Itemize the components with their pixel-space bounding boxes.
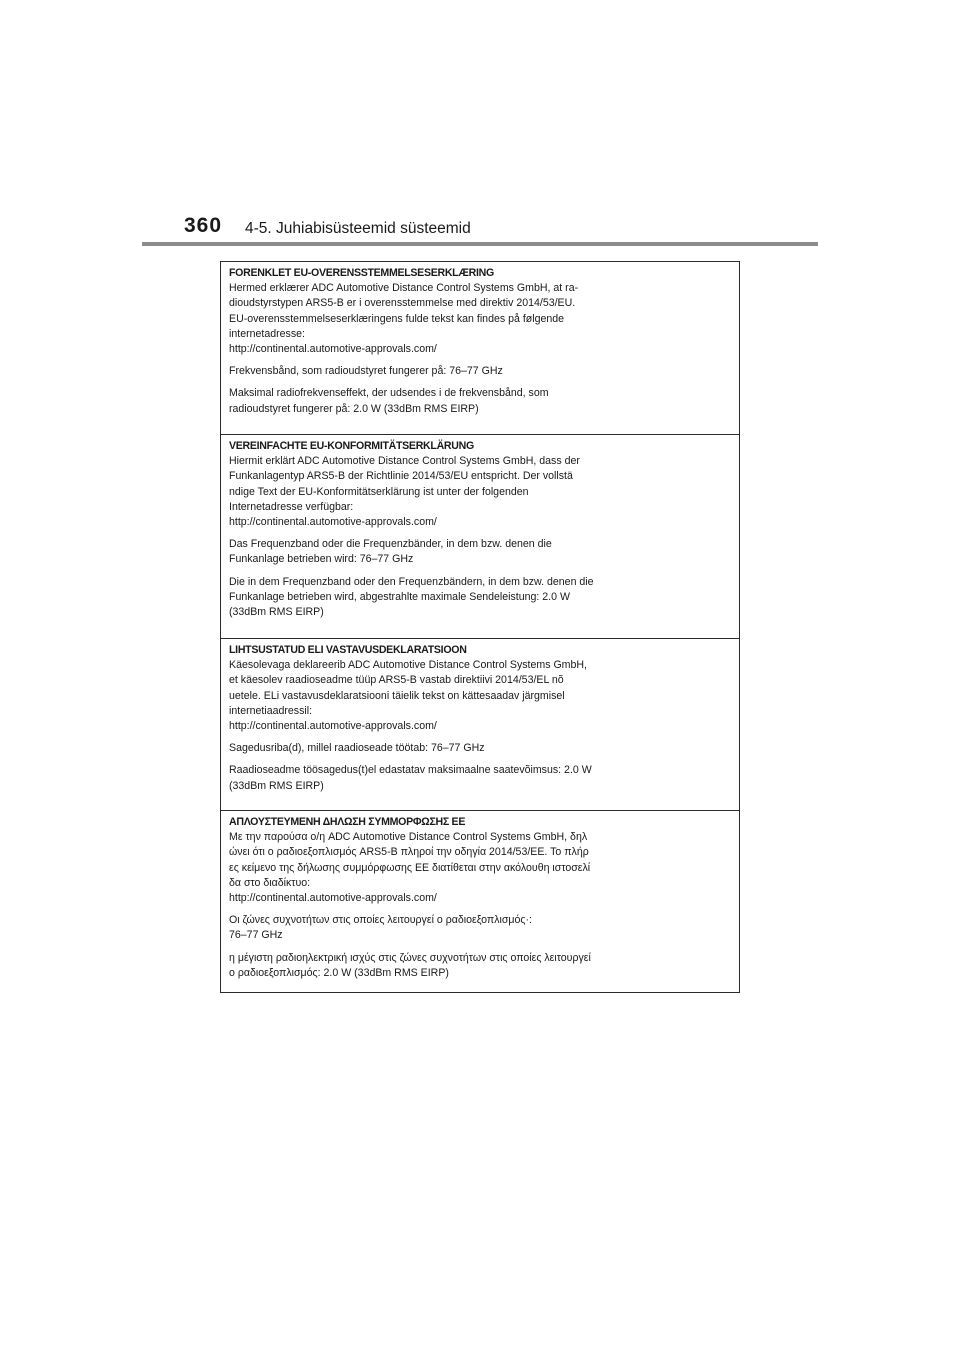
text-line: Funkanlagentyp ARS5-B der Richtlinie 2014/53/EU entspricht. Der vollstä — [229, 470, 573, 483]
approval-url: http://continental.automotive-approvals.com/ — [229, 720, 437, 733]
text-line: δα στο διαδίκτυο: — [229, 876, 311, 889]
text-line: Sagedusriba(d), millel raadioseade töötab: 76–77 GHz — [229, 742, 485, 755]
declaration-paragraph — [229, 575, 733, 621]
text-line: Hermed erklærer ADC Automotive Distance Control Systems GmbH, at ra- — [229, 282, 579, 295]
text-line: uetele. ELi vastavusdeklaratsiooni täielik tekst on kättesaadav järgmisel — [229, 689, 565, 702]
text-line: et käesolev raadioseadme tüüp ARS5-B vastab direktiivi 2014/53/EL nõ — [229, 674, 564, 687]
declaration-estonian — [221, 639, 739, 811]
text-line: Internetadresse verfügbar: — [229, 500, 354, 513]
declaration-danish — [221, 262, 739, 435]
text-line: EU-overensstemmelseserklæringens fulde tekst kan findes på følgende — [229, 312, 565, 325]
declaration-paragraph — [229, 741, 733, 756]
section-title: 4-5. Juhiabisüsteemid süsteemid — [245, 220, 471, 237]
text-line: Raadioseadme töösagedus(t)el edastatav maksimaalne saatevõimsus: 2.0 W — [229, 764, 592, 777]
text-line: Das Frequenzband oder die Frequenzbänder, in dem bzw. denen die — [229, 538, 552, 551]
text-line: dioudstyrstypen ARS5-B er i overensstemmelse med direktiv 2014/53/EU. — [229, 297, 576, 310]
text-line: Die in dem Frequenzband oder den Frequenzbändern, in dem bzw. denen die — [229, 575, 594, 588]
declaration-heading: ΑΠΛΟΥΣΤΕΥΜΕΝΗ ΔΗΛΩΣΗ ΣΥΜΜΟΡΦΩΣΗΣ ΕΕ — [229, 816, 466, 828]
text-line: η μέγιστη ραδιοηλεκτρική ισχύς στις ζώνες συχνοτήτων στις οποίες λειτουργεί — [229, 951, 591, 964]
text-line: internetadresse: — [229, 327, 305, 340]
text-line: Käesolevaga deklareerib ADC Automotive Distance Control Systems GmbH, — [229, 659, 587, 672]
declaration-heading: FORENKLET EU-OVERENSSTEMMELSESERKLÆRING — [229, 267, 494, 279]
text-line: Με την παρούσα ο/η ADC Automotive Distance Control Systems GmbH, δηλ — [229, 831, 588, 844]
page-number: 360 — [184, 214, 223, 237]
declaration-paragraph — [229, 386, 733, 416]
text-line: ες κείμενο της δήλωσης συμμόρφωσης ΕΕ διατίθεται στην ακόλουθη ιστοσελί — [229, 861, 591, 874]
text-line: Funkanlage betrieben wird: 76–77 GHz — [229, 553, 414, 566]
text-line: (33dBm RMS EIRP) — [229, 606, 324, 619]
declaration-paragraph — [229, 951, 733, 981]
text-line: Frekvensbånd, som radioudstyret fungerer på: 76–77 GHz — [229, 365, 503, 378]
declaration-paragraph — [229, 658, 733, 734]
declaration-paragraph — [229, 281, 733, 357]
approval-url: http://continental.automotive-approvals.com/ — [229, 892, 437, 905]
declaration-paragraph — [229, 364, 733, 379]
declaration-heading: LIHTSUSTATUD ELI VASTAVUSDEKLARATSIOON — [229, 644, 467, 656]
declaration-paragraph — [229, 830, 733, 906]
text-line: Maksimal radiofrekvenseffekt, der udsendes i de frekvensbånd, som — [229, 387, 549, 400]
text-line: Funkanlage betrieben wird, abgestrahlte maximale Sendeleistung: 2.0 W — [229, 590, 570, 603]
approval-url: http://continental.automotive-approvals.com/ — [229, 343, 437, 356]
declaration-paragraph — [229, 913, 733, 943]
text-line: Hiermit erklärt ADC Automotive Distance Control Systems GmbH, dass der — [229, 455, 580, 468]
text-line: (33dBm RMS EIRP) — [229, 779, 324, 792]
header-rule — [142, 242, 818, 246]
text-line: Οι ζώνες συχνοτήτων στις οποίες λειτουργεί ο ραδιοεξοπλισμός·: — [229, 914, 532, 927]
declaration-german — [221, 435, 739, 639]
declaration-paragraph — [229, 763, 733, 793]
declaration-paragraph — [229, 537, 733, 567]
approval-url: http://continental.automotive-approvals.com/ — [229, 516, 437, 529]
text-line: ndige Text der EU-Konformitätserklärung ist unter der folgenden — [229, 485, 529, 498]
declaration-paragraph — [229, 454, 733, 530]
declaration-heading: VEREINFACHTE EU-KONFORMITÄTSERKLÄRUNG — [229, 440, 474, 452]
text-line: ο ραδιοεξοπλισμός: 2.0 W (33dBm RMS EIRP) — [229, 966, 449, 979]
declaration-table — [220, 261, 740, 993]
text-line: internetiaadressil: — [229, 704, 313, 717]
text-line: ώνει ότι ο ραδιοεξοπλισμός ARS5-B πληροί την οδηγία 2014/53/ΕΕ. Το πλήρ — [229, 846, 589, 859]
text-line: 76–77 GHz — [229, 929, 283, 942]
text-line: radioudstyret fungerer på: 2.0 W (33dBm RMS EIRP) — [229, 402, 479, 415]
declaration-greek — [221, 811, 739, 992]
page-header — [0, 0, 960, 250]
